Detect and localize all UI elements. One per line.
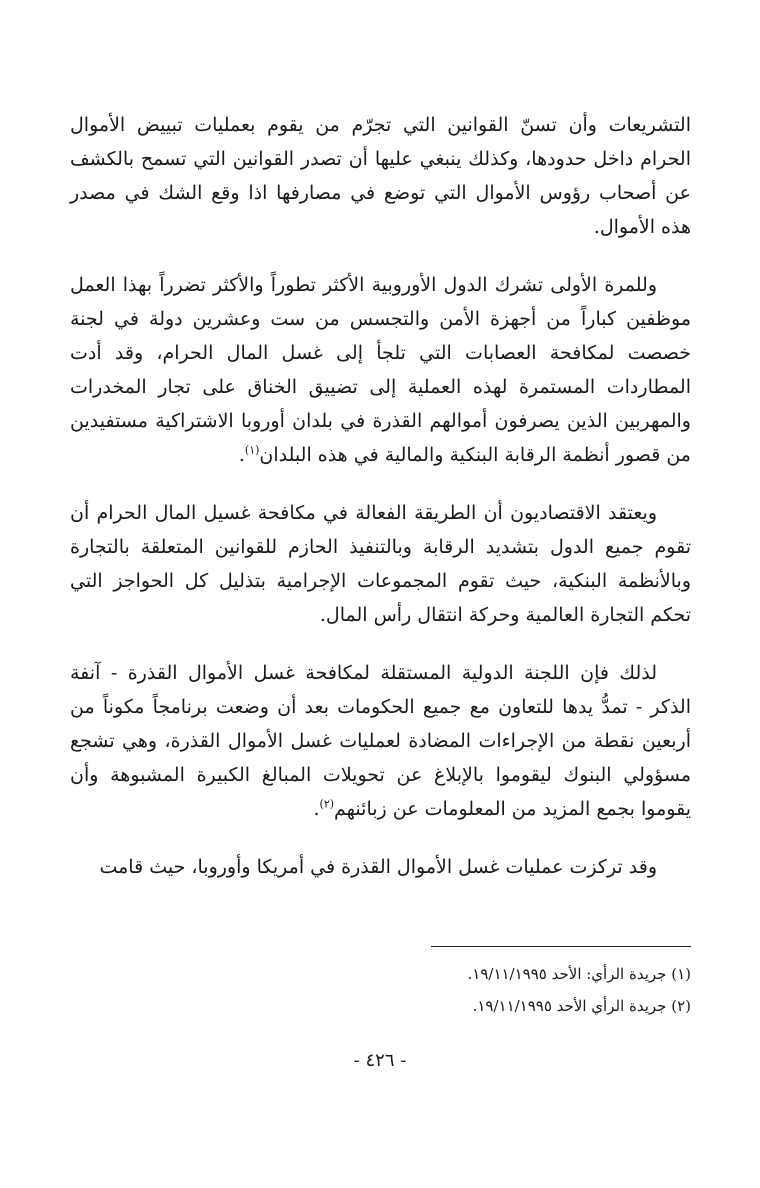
paragraph-3 [70,496,691,632]
paragraph-3-text: ويعتقد الاقتصاديون أن الطريقة الفعالة في مكافحة غسيل المال الحرام أن تقوم جميع الدول بتشديد الرقابة وبالتنفيذ الحازم للقوانين المتعلقة بالتجارة وبالأنظمة البنكية، حيث تقوم المجموعات الإجرامية بتذليل كل الحواجز التي تحكم التجارة العالمية وحركة انتقال رأس المال. [70,502,691,626]
paragraph-2-tail: . [238,444,245,466]
paragraph-4 [70,656,691,826]
paragraph-2 [70,268,691,472]
footnote-ref-2[interactable]: (٢) [319,797,335,811]
footnote-2: (٢) جريدة الرأي الأحد ١٩/١١/١٩٩٥. [472,997,691,1015]
paragraph-4-text: لذلك فإن اللجنة الدولية المستقلة لمكافحة غسل الأموال القذرة - آنفة الذكر - تمدُّ يدها للتعاون مع جميع الحكومات بعد أن وضعت برنامجاً مكوناً من أربعين نقطة من الإجراءات المضادة لعمليات غسل الأموال القذرة، وهي تشجع مسؤولي البنوك ليقوموا بالإبلاغ عن تحويلات المبالغ الكبيرة المشبوهة وأن يقوموا بجمع المزيد من المعلومات عن زبائنهم [70,662,691,820]
paragraph-5-text: وقد تركزت عمليات غسل الأموال القذرة في أمريكا وأوروبا، حيث قامت [99,856,657,878]
footnote-1: (١) جريدة الرأي: الأحد ١٩/١١/١٩٩٥. [467,965,691,983]
paragraph-1-text: التشريعات وأن تسنّ القوانين التي تجرّم من يقوم بعمليات تبييض الأموال الحرام داخل حدودها، وكذلك ينبغي عليها أن تصدر القوانين التي تسمح بالكشف عن أصحاب رؤوس الأموال التي توضع في مصارفها اذا وقع الشك في مصدر هذه الأموال. [70,114,691,238]
paragraph-2-text: وللمرة الأولى تشرك الدول الأوروبية الأكثر تطوراً والأكثر تضرراً بهذا العمل موظفين كباراً من أجهزة الأمن والتجسس من ست وعشرين دولة في لجنة خصصت لمكافحة العصابات التي تلجأ إلى غسل المال الحرام، وقد أدت المطاردات المستمرة لهذه العملية إلى تضييق الخناق على تجار المخدرات والمهربين الذين يصرفون أموالهم القذرة في بلدان أوروبا الاشتراكية مستفيدين من قصور أنظمة الرقابة البنكية والمالية في هذه البلدان [70,274,691,466]
footnotes [70,958,691,1022]
paragraph-1 [70,108,691,244]
paragraph-5 [70,850,691,884]
paragraph-4-tail: . [313,798,320,820]
page-number: - ٤٢٦ - [353,1050,407,1071]
footnote-ref-1[interactable]: (١) [244,443,260,457]
footnote-divider [431,946,691,947]
